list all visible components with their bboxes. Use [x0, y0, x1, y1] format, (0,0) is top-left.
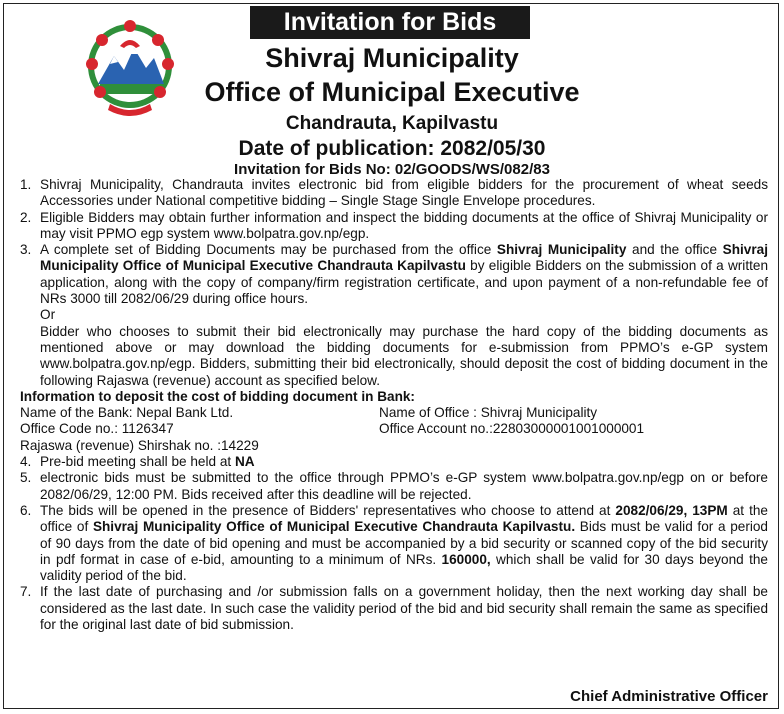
clause-text-bold: Shivraj Municipality Office of Municipal Executive Chandrauta Kapilvastu. [92, 519, 576, 535]
address: Chandrauta, Kapilvastu [285, 113, 499, 134]
clause-text-part: at the office of [40, 502, 768, 535]
clause-text [40, 242, 768, 389]
clause-number: 2. [20, 209, 32, 225]
clause-number: 4. [20, 454, 32, 470]
clause-text-part: by eligible Bidders on the submission of a written application, along with the copy of company/firm registration certificate, and upon payment of a non-refundable fee of NRs 3000 till 2082/06/29 during office hours. [40, 258, 768, 307]
clause-3 [20, 242, 768, 389]
electronic-submission-text: Bidder who chooses to submit their bid electronically may purchase the hard copy of the bidding documents as mentioned above or may download the bidding documents for e-submission from PPMO’s e-GP system www.bolpatra.gov.np/egp. Bidders, submitting their bid electronically, should deposit the cost of bidding document in the following Rajaswa (revenue) account as specified below. [40, 323, 768, 388]
clause-text-bold: 160000, [441, 551, 491, 567]
clause-number: 1. [20, 177, 32, 192]
clause-text-part: and the office [626, 242, 723, 258]
clause-1 [20, 177, 768, 210]
clause-text-bold: Shivraj Municipality Office of Municipal Executive Chandrauta Kapilvastu [40, 242, 768, 274]
signatory: Chief Administrative Officer [570, 688, 768, 705]
invitation-banner: Invitation for Bids [250, 6, 530, 39]
clause-number: 5. [20, 470, 32, 486]
clause-4 [20, 454, 768, 470]
publication-date: Date of publication: 2082/05/30 [238, 137, 546, 160]
office-name-field: Name of Office : Shivraj Municipality [379, 405, 598, 421]
or-separator: Or [40, 307, 56, 323]
clause-text [40, 454, 768, 470]
ifb-number: Invitation for Bids No: 02/GOODS/WS/082/83 [234, 161, 550, 178]
notice-body [20, 177, 768, 633]
bank-info [20, 389, 768, 454]
clause-6 [20, 503, 768, 584]
office-account: Office Account no.:22803000001001000001 [379, 421, 645, 437]
office-code: Office Code no.: 1126347 [20, 421, 174, 437]
clause-5 [20, 470, 768, 503]
bank-info-heading: Information to deposit the cost of bidding document in Bank: [20, 388, 415, 404]
clause-text-bold: NA [234, 454, 255, 470]
clause-text: If the last date of purchasing and /or submission falls on a government holiday, then the next working day shall be considered as the last date. In such case the validity period of the bid and bid security shall remain the same as specified for the original last date of bid submission. [40, 584, 768, 633]
clause-text: Eligible Bidders may obtain further information and inspect the bidding documents at the office of Shivraj Municipality or may visit PPMO egp system www.bolpatra.gov.np/egp. [40, 209, 768, 241]
clause-2 [20, 210, 768, 243]
clause-text-part: A complete set of Bidding Documents may be purchased from the office [40, 242, 497, 258]
clause-number: 3. [20, 242, 32, 258]
clause-text-part: Pre-bid meeting shall be held at [40, 454, 235, 470]
office-name: Office of Municipal Executive [204, 77, 580, 107]
clause-text-part: Bids must be valid for a period of 90 days from the date of bid opening and must be accompanied by a bid security or scanned copy of the bid security in pdf format in case of e-bid, amounting to a minimum of NRs. [40, 519, 768, 567]
clause-text-part: The bids will be opened in the presence of Bidders' representatives who choose to attend at [40, 502, 616, 518]
clause-7 [20, 584, 768, 633]
clause-text-bold: 2082/06/29, 13PM [615, 502, 728, 518]
clause-text: Shivraj Municipality, Chandrauta invites electronic bid from eligible bidders for the procurement of wheat seeds Accessories under National competitive bidding – Single Stage Single Envelope procedures. [40, 177, 768, 209]
clause-text-part: which shall be valid for 30 days beyond the validity period of the bid. [40, 551, 768, 584]
clause-text [40, 503, 768, 584]
clause-number: 6. [20, 502, 32, 518]
revenue-shirshak: Rajaswa (revenue) Shirshak no. :14229 [20, 437, 259, 453]
clause-text: electronic bids must be submitted to the office through PPMO’s e-GP system www.bolpatra.gov.np/egp on or before 2082/06/29, 12:00 PM. Bids received after this deadline will be rejected. [40, 470, 768, 502]
clause-number: 7. [20, 584, 32, 600]
clause-text-bold: Shivraj Municipality [496, 242, 627, 258]
municipality-name: Shivraj Municipality [265, 43, 519, 73]
bank-name: Name of the Bank: Nepal Bank Ltd. [20, 405, 234, 421]
